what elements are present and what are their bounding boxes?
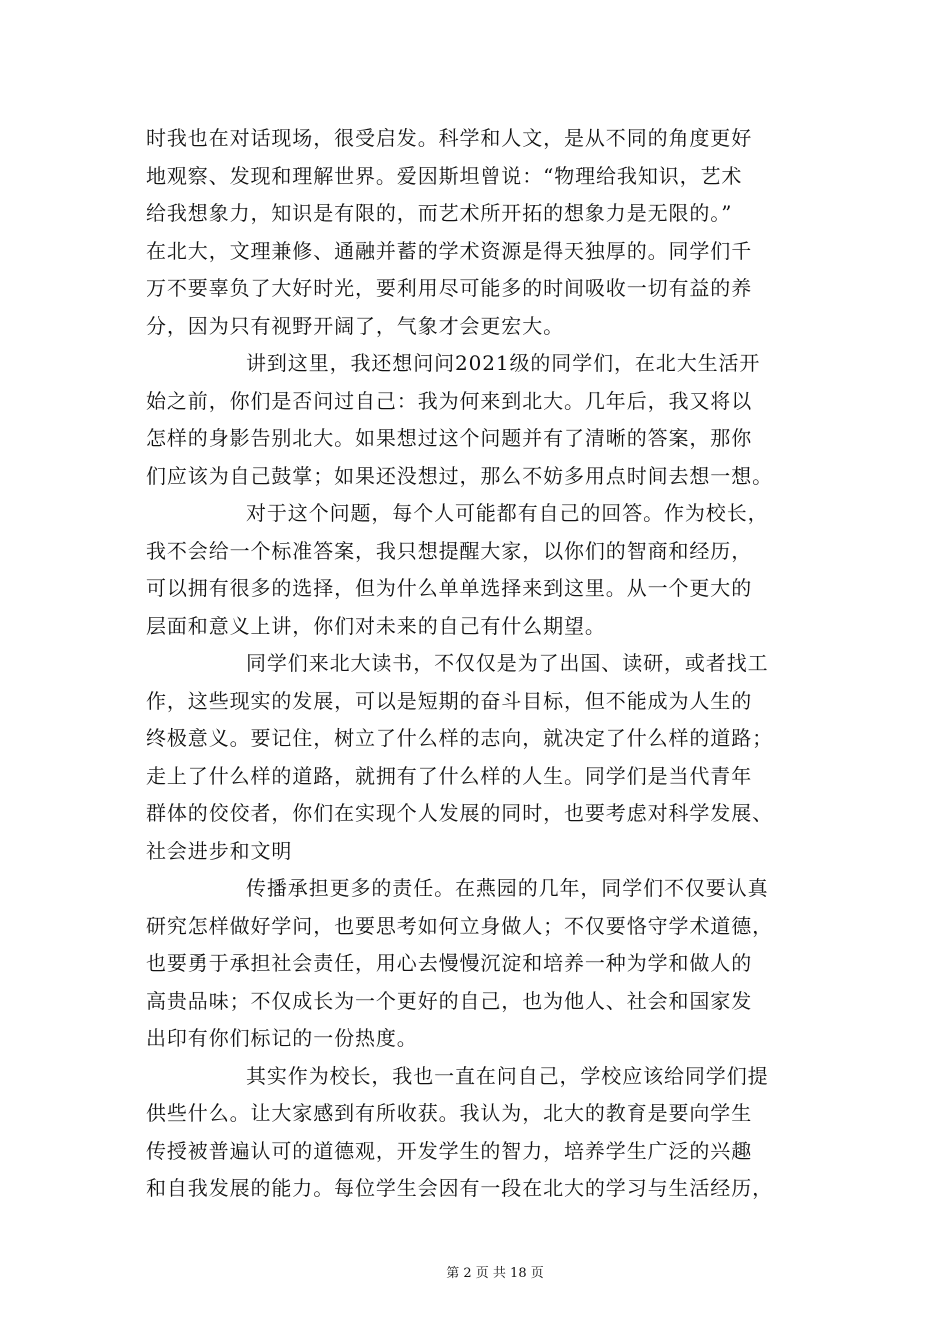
text-line: 可以拥有很多的选择，但为什么单单选择来到这里。从一个更大的 <box>146 576 753 600</box>
text-line: 群体的佼佼者，你们在实现个人发展的同时，也要考虑对科学发展、 <box>146 801 773 825</box>
text-line: 社会进步和文明 <box>146 838 293 863</box>
text-line: 和自我发展的能力。每位学生会因有一段在北大的学习与生活经历， <box>146 1176 773 1200</box>
page-number-footer: 第 2 页 共 18 页 <box>446 1266 544 1281</box>
text-line: 怎样的身影告别北大。如果想过这个问题并有了清晰的答案，那你 <box>146 426 753 450</box>
paragraph-start-line: 讲到这里，我还想问问2021级的同学们，在北大生活开 <box>246 351 761 375</box>
text-line: 传授被普遍认可的道德观，开发学生的智力，培养学生广泛的兴趣 <box>146 1138 753 1163</box>
text-line: 研究怎样做好学问，也要思考如何立身做人；不仅要恪守学术道德， <box>146 913 773 938</box>
text-line: 始之前，你们是否问过自己：我为何来到北大。几年后，我又将以 <box>146 388 753 413</box>
paragraph-start-line: 同学们来北大读书，不仅仅是为了出国、读研，或者找工 <box>246 651 769 675</box>
text-line: 给我想象力，知识是有限的，而艺术所开拓的想象力是无限的。” <box>146 201 733 225</box>
text-line: 们应该为自己鼓掌；如果还没想过，那么不妨多用点时间去想一想。 <box>146 463 773 488</box>
text-line: 在北大，文理兼修、通融并蓄的学术资源是得天独厚的。同学们千 <box>146 238 753 263</box>
text-line: 万不要辜负了大好时光，要利用尽可能多的时间吸收一切有益的养 <box>146 276 753 300</box>
body-text <box>146 120 811 1208</box>
text-line: 作，这些现实的发展，可以是短期的奋斗目标，但不能成为人生的 <box>146 688 753 713</box>
text-line: 供些什么。让大家感到有所收获。我认为，北大的教育是要向学生 <box>146 1101 753 1125</box>
text-line: 分，因为只有视野开阔了，气象才会更宏大。 <box>146 313 564 338</box>
text-line: 走上了什么样的道路，就拥有了什么样的人生。同学们是当代青年 <box>146 763 753 788</box>
text-line: 我不会给一个标准答案，我只想提醒大家，以你们的智商和经历， <box>146 538 753 563</box>
text-line: 终极意义。要记住，树立了什么样的志向，就决定了什么样的道路； <box>146 726 773 750</box>
text-line: 也要勇于承担社会责任，用心去慢慢沉淀和培养一种为学和做人的 <box>146 951 753 975</box>
paragraph-start-line: 对于这个问题，每个人可能都有自己的回答。作为校长， <box>246 501 769 525</box>
text-line: 时我也在对话现场，很受启发。科学和人文，是从不同的角度更好 <box>146 126 753 150</box>
text-line: 层面和意义上讲，你们对未来的自己有什么期望。 <box>146 613 606 638</box>
text-line: 出印有你们标记的一份热度。 <box>146 1026 418 1050</box>
paragraph-start-line: 传播承担更多的责任。在燕园的几年，同学们不仅要认真 <box>246 876 769 900</box>
text-line: 高贵品味；不仅成长为一个更好的自己，也为他人、社会和国家发 <box>146 988 753 1013</box>
text-line: 地观察、发现和理解世界。爱因斯坦曾说：“物理给我知识，艺术 <box>146 163 743 188</box>
paragraph-start-line: 其实作为校长，我也一直在问自己，学校应该给同学们提 <box>246 1063 769 1088</box>
